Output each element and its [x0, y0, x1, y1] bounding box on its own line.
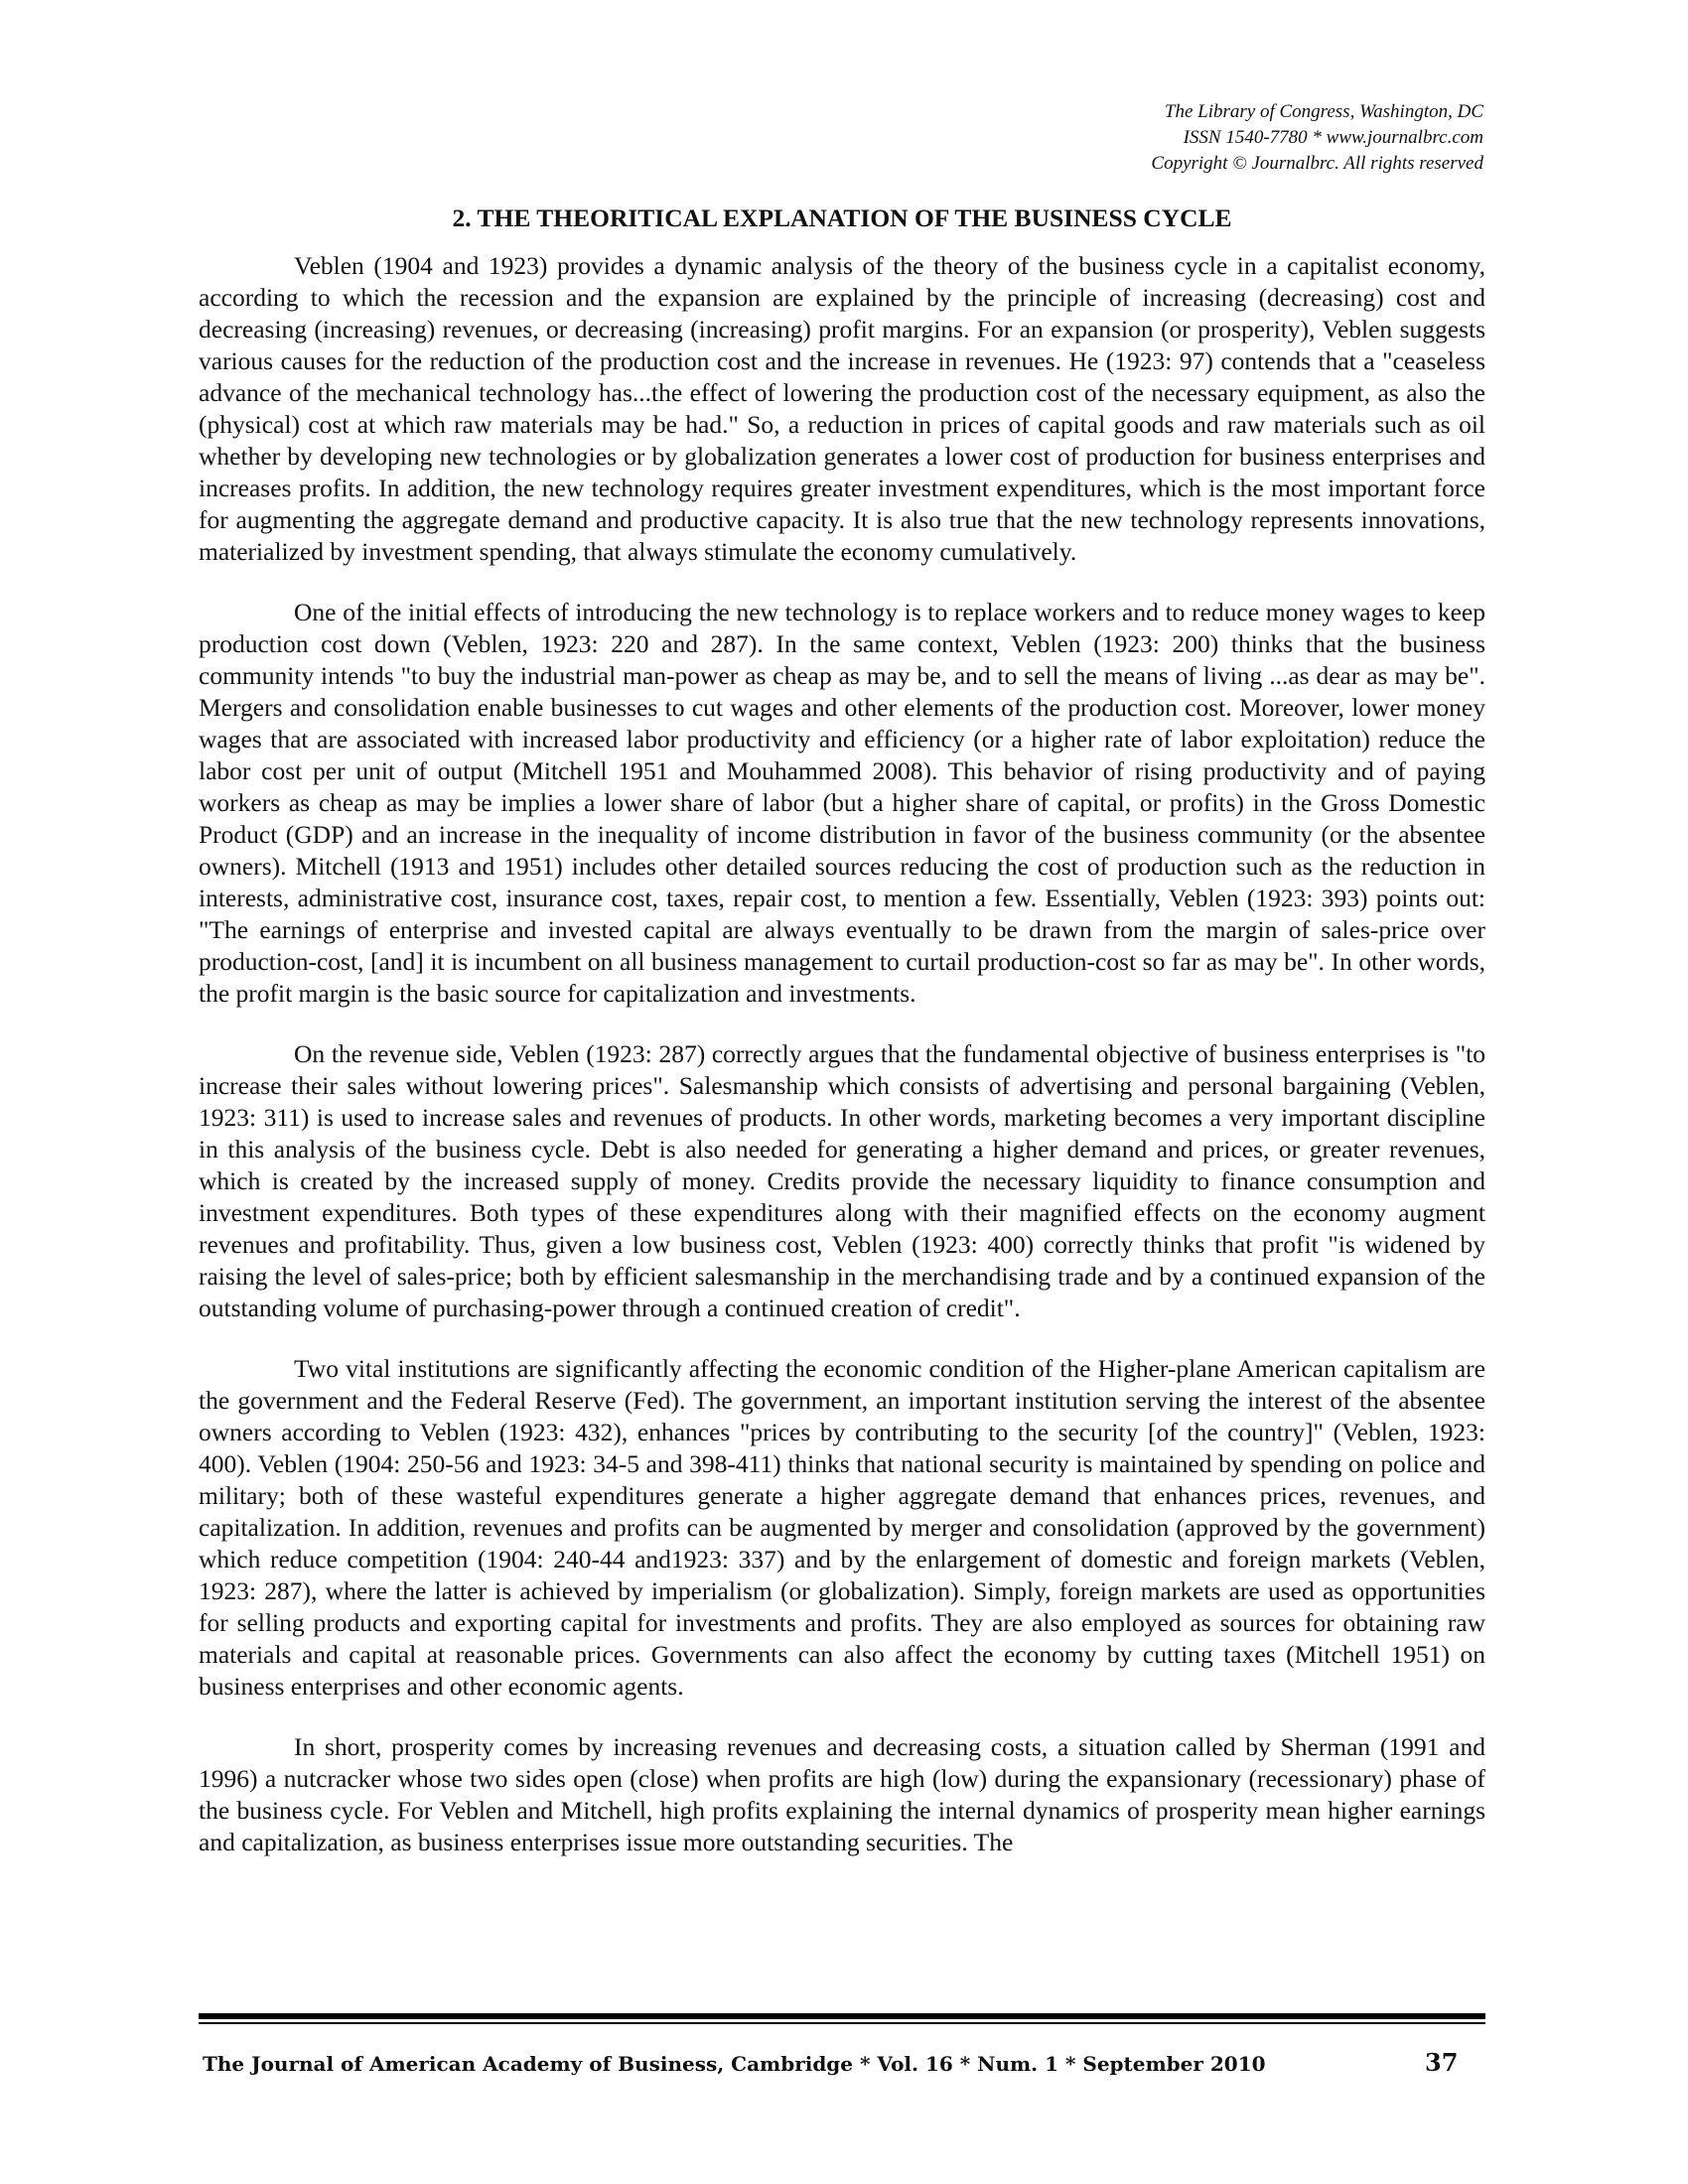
- section-title: 2. THE THEORITICAL EXPLANATION OF THE BUSINESS CYCLE: [452, 204, 1232, 232]
- page-number: 37: [1425, 2048, 1459, 2077]
- paragraph: Veblen (1904 and 1923) provides a dynamic analysis of the theory of the business cycle in a capitalist economy, according to which the recession and the expansion are explained by the principle of increasing (decreasing) cost and decreasing (increasing) revenues, or decreasing (increasing) profit margins. For an expansion (or prosperity), Veblen suggests various causes for the reduction of the production cost and the increase in revenues. He (1923: 97) contends that a "ceaseless advance of the mechanical technology has...the effect of lowering the production cost of the necessary equipment, as also the (physical) cost at which raw materials may be had." So, a reduction in prices of capital goods and raw materials such as oil whether by developing new technologies or by globalization generates a lower cost of production for business enterprises and increases profits. In addition, the new technology requires greater investment expenditures, which is the most important force for augmenting the aggregate demand and productive capacity. It is also true that the new technology represents innovations, materialized by investment spending, that always stimulate the economy cumulatively.: [199, 251, 1485, 566]
- paragraph: On the revenue side, Veblen (1923: 287) correctly argues that the fundamental objective of business enterprises is "to increase their sales without lowering prices". Salesmanship which consists of advertising and personal bargaining (Veblen, 1923: 311) is used to increase sales and revenues of products. In other words, marketing becomes a very important discipline in this analysis of the business cycle. Debt is also needed for generating a higher demand and prices, or greater revenues, which is created by the increased supply of money. Credits provide the necessary liquidity to finance consumption and investment expenditures. Both types of these expenditures along with their magnified effects on the economy augment revenues and profitability. Thus, given a low business cost, Veblen (1923: 400) correctly thinks that profit "is widened by raising the level of sales-price; both by efficient salesmanship in the merchandising trade and by a continued expansion of the outstanding volume of purchasing-power through a continued creation of credit".: [199, 1039, 1485, 1322]
- footer-divider-thick: [199, 2013, 1485, 2019]
- header-copyright-line: Copyright © Journalbrc. All rights reserved: [1151, 153, 1483, 174]
- header-issn-line: ISSN 1540-7780 * www.journalbrc.com: [1183, 127, 1483, 148]
- paragraph: In short, prosperity comes by increasing revenues and decreasing costs, a situation called by Sherman (1991 and 1996) a nutcracker whose two sides open (close) when profits are high (low) during the expansionary (recessionary) phase of the business cycle. For Veblen and Mitchell, high profits explaining the internal dynamics of prosperity mean higher earnings and capitalization, as business enterprises issue more outstanding securities. The: [199, 1732, 1485, 1856]
- paragraph: Two vital institutions are significantly affecting the economic condition of the Higher-plane American capitalism are the government and the Federal Reserve (Fed). The government, an important institution serving the interest of the absentee owners according to Veblen (1923: 432), enhances "prices by contributing to the security [of the country]" (Veblen, 1923: 400). Veblen (1904: 250-56 and 1923: 34-5 and 398-411) thinks that national security is maintained by spending on police and military; both of these wasteful expenditures generate a higher aggregate demand that enhances prices, revenues, and capitalization. In addition, revenues and profits can be augmented by merger and consolidation (approved by the government) which reduce competition (1904: 240-44 and1923: 337) and by the enlargement of domestic and foreign markets (Veblen, 1923: 287), where the latter is achieved by imperialism (or globalization). Simply, foreign markets are used as opportunities for selling products and exporting capital for investments and profits. They are also employed as sources for obtaining raw materials and capital at reasonable prices. Governments can also affect the economy by cutting taxes (Mitchell 1951) on business enterprises and other economic agents.: [199, 1354, 1485, 1701]
- footer-divider: [199, 2013, 1485, 2024]
- header-library-line: The Library of Congress, Washington, DC: [1164, 101, 1483, 122]
- paragraph: One of the initial effects of introducing the new technology is to replace workers and to reduce money wages to keep production cost down (Veblen, 1923: 220 and 287). In the same context, Veblen (1923: 200) thinks that the business community intends "to buy the industrial man-power as cheap as may be, and to sell the means of living ...as dear as may be". Mergers and consolidation enable businesses to cut wages and other elements of the production cost. Moreover, lower money wages that are associated with increased labor productivity and efficiency (or a higher rate of labor exploitation) reduce the labor cost per unit of output (Mitchell 1951 and Mouhammed 2008). This behavior of rising productivity and of paying workers as cheap as may be implies a lower share of labor (but a higher share of capital, or profits) in the Gross Domestic Product (GDP) and an increase in the inequality of income distribution in favor of the business community (or the absentee owners). Mitchell (1913 and 1951) includes other detailed sources reducing the cost of production such as the reduction in interests, administrative cost, insurance cost, taxes, repair cost, to mention a few. Essentially, Veblen (1923: 393) points out: "The earnings of enterprise and invested capital are always eventually to be drawn from the margin of sales-price over production-cost, [and] it is incumbent on all business management to curtail production-cost so far as may be". In other words, the profit margin is the basic source for capitalization and investments.: [199, 598, 1485, 1008]
- article-body: [199, 250, 1485, 1887]
- footer-journal-citation: The Journal of American Academy of Business, Cambridge * Vol. 16 * Num. 1 * September 2010: [203, 2052, 1266, 2076]
- journal-header: [1151, 99, 1483, 177]
- footer-divider-thin: [199, 2022, 1485, 2024]
